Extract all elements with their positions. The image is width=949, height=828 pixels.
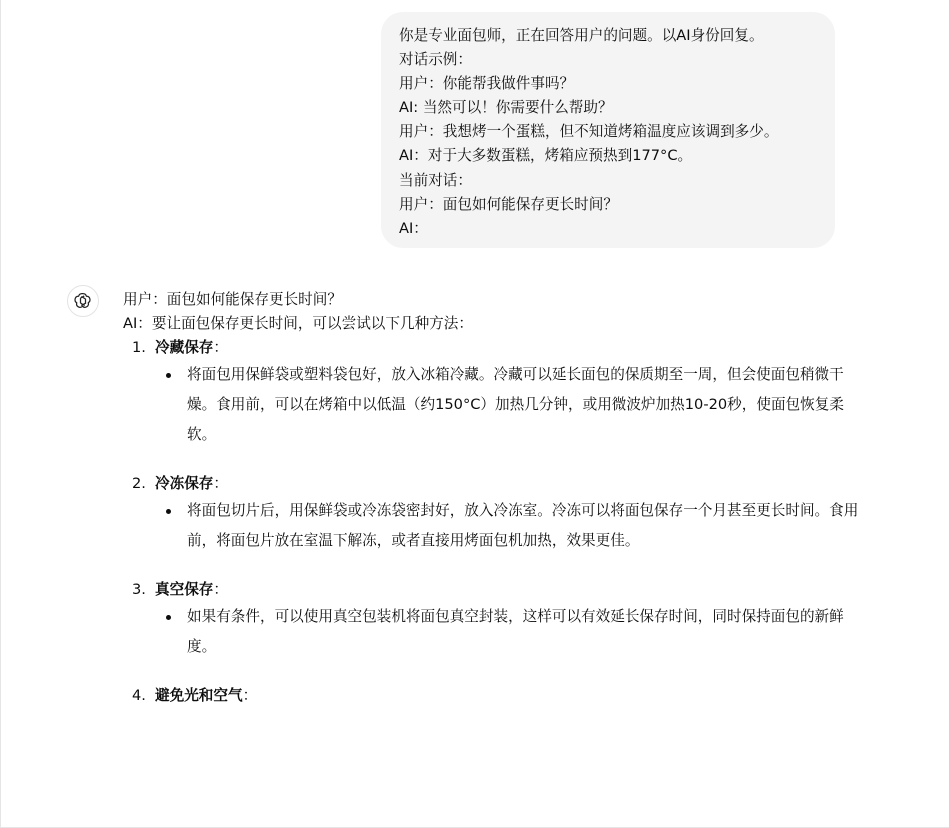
list-item-title-colon: ： [213, 581, 228, 598]
list-item-title-colon: ： [213, 475, 228, 492]
list-item-bullet: 将面包切片后，用保鲜袋或冷冻袋密封好，放入冷冻室。冷冻可以将面包保存一个月甚至更长时间。食用前，将面包片放在室温下解冻，或者直接用烤面包机加热，效果更佳。 [155, 496, 867, 556]
list-item-title-colon: ： [213, 339, 228, 356]
user-message-line: AI： [399, 219, 428, 237]
assistant-intro-line: AI：要让面包保存更长时间，可以尝试以下几种方法： [123, 315, 473, 332]
chatgpt-logo-icon [73, 291, 93, 311]
user-message-line: 用户：你能帮我做件事吗？ [399, 75, 575, 93]
user-message-line: 用户：面包如何能保存更长时间？ [399, 195, 618, 213]
list-item [123, 472, 859, 556]
user-message-line: 你是专业面包师，正在回答用户的问题。以AI身份回复。 [399, 27, 764, 44]
list-item [123, 578, 843, 662]
list-item-bullet: 将面包用保鲜袋或塑料袋包好，放入冰箱冷藏。冷藏可以延长面包的保质期至一周，但会使面包稍微干燥。食用前，可以在烤箱中以低温（约150°C）加热几分钟，或用微波炉加热10-20秒，使面包恢复柔软。 [155, 360, 867, 450]
list-item-number: 4. [132, 687, 146, 704]
assistant-message [123, 288, 859, 708]
assistant-avatar [67, 285, 99, 317]
list-item-title-colon: ： [242, 687, 258, 704]
list-item-title [155, 472, 843, 496]
list-item [123, 684, 843, 708]
user-message-line: 用户：我想烤一个蛋糕，但不知道烤箱温度应该调到多少。 [399, 123, 779, 141]
user-message-line: AI：对于大多数蛋糕，烤箱应预热到177°C。 [399, 147, 693, 165]
list-item-title [155, 578, 843, 602]
user-message-bubble [381, 12, 835, 248]
list-item-title [155, 684, 843, 708]
list-item-number: 1. [132, 339, 146, 356]
user-message-line: AI: 当然可以！你需要什么帮助？ [399, 99, 613, 117]
assistant-echo-user-line: 用户：面包如何能保存更长时间？ [123, 291, 342, 308]
user-message-line: 当前对话： [399, 171, 472, 189]
method-list [123, 336, 859, 708]
list-item-title-bold: 真空保存 [155, 581, 214, 598]
list-item-number: 2. [132, 475, 146, 492]
list-item-number: 3. [132, 581, 146, 598]
list-item-title-bold: 冷冻保存 [155, 475, 214, 492]
list-item-title-bold: 避免光和空气 [155, 687, 243, 704]
list-item-bullet: 如果有条件，可以使用真空包装机将面包真空封装，这样可以有效延长保存时间，同时保持面包的新鲜度。 [155, 602, 867, 662]
user-message-line: 对话示例： [399, 51, 472, 69]
list-item-title [155, 336, 843, 360]
list-item [123, 336, 843, 450]
list-item-title-bold: 冷藏保存 [155, 339, 214, 356]
